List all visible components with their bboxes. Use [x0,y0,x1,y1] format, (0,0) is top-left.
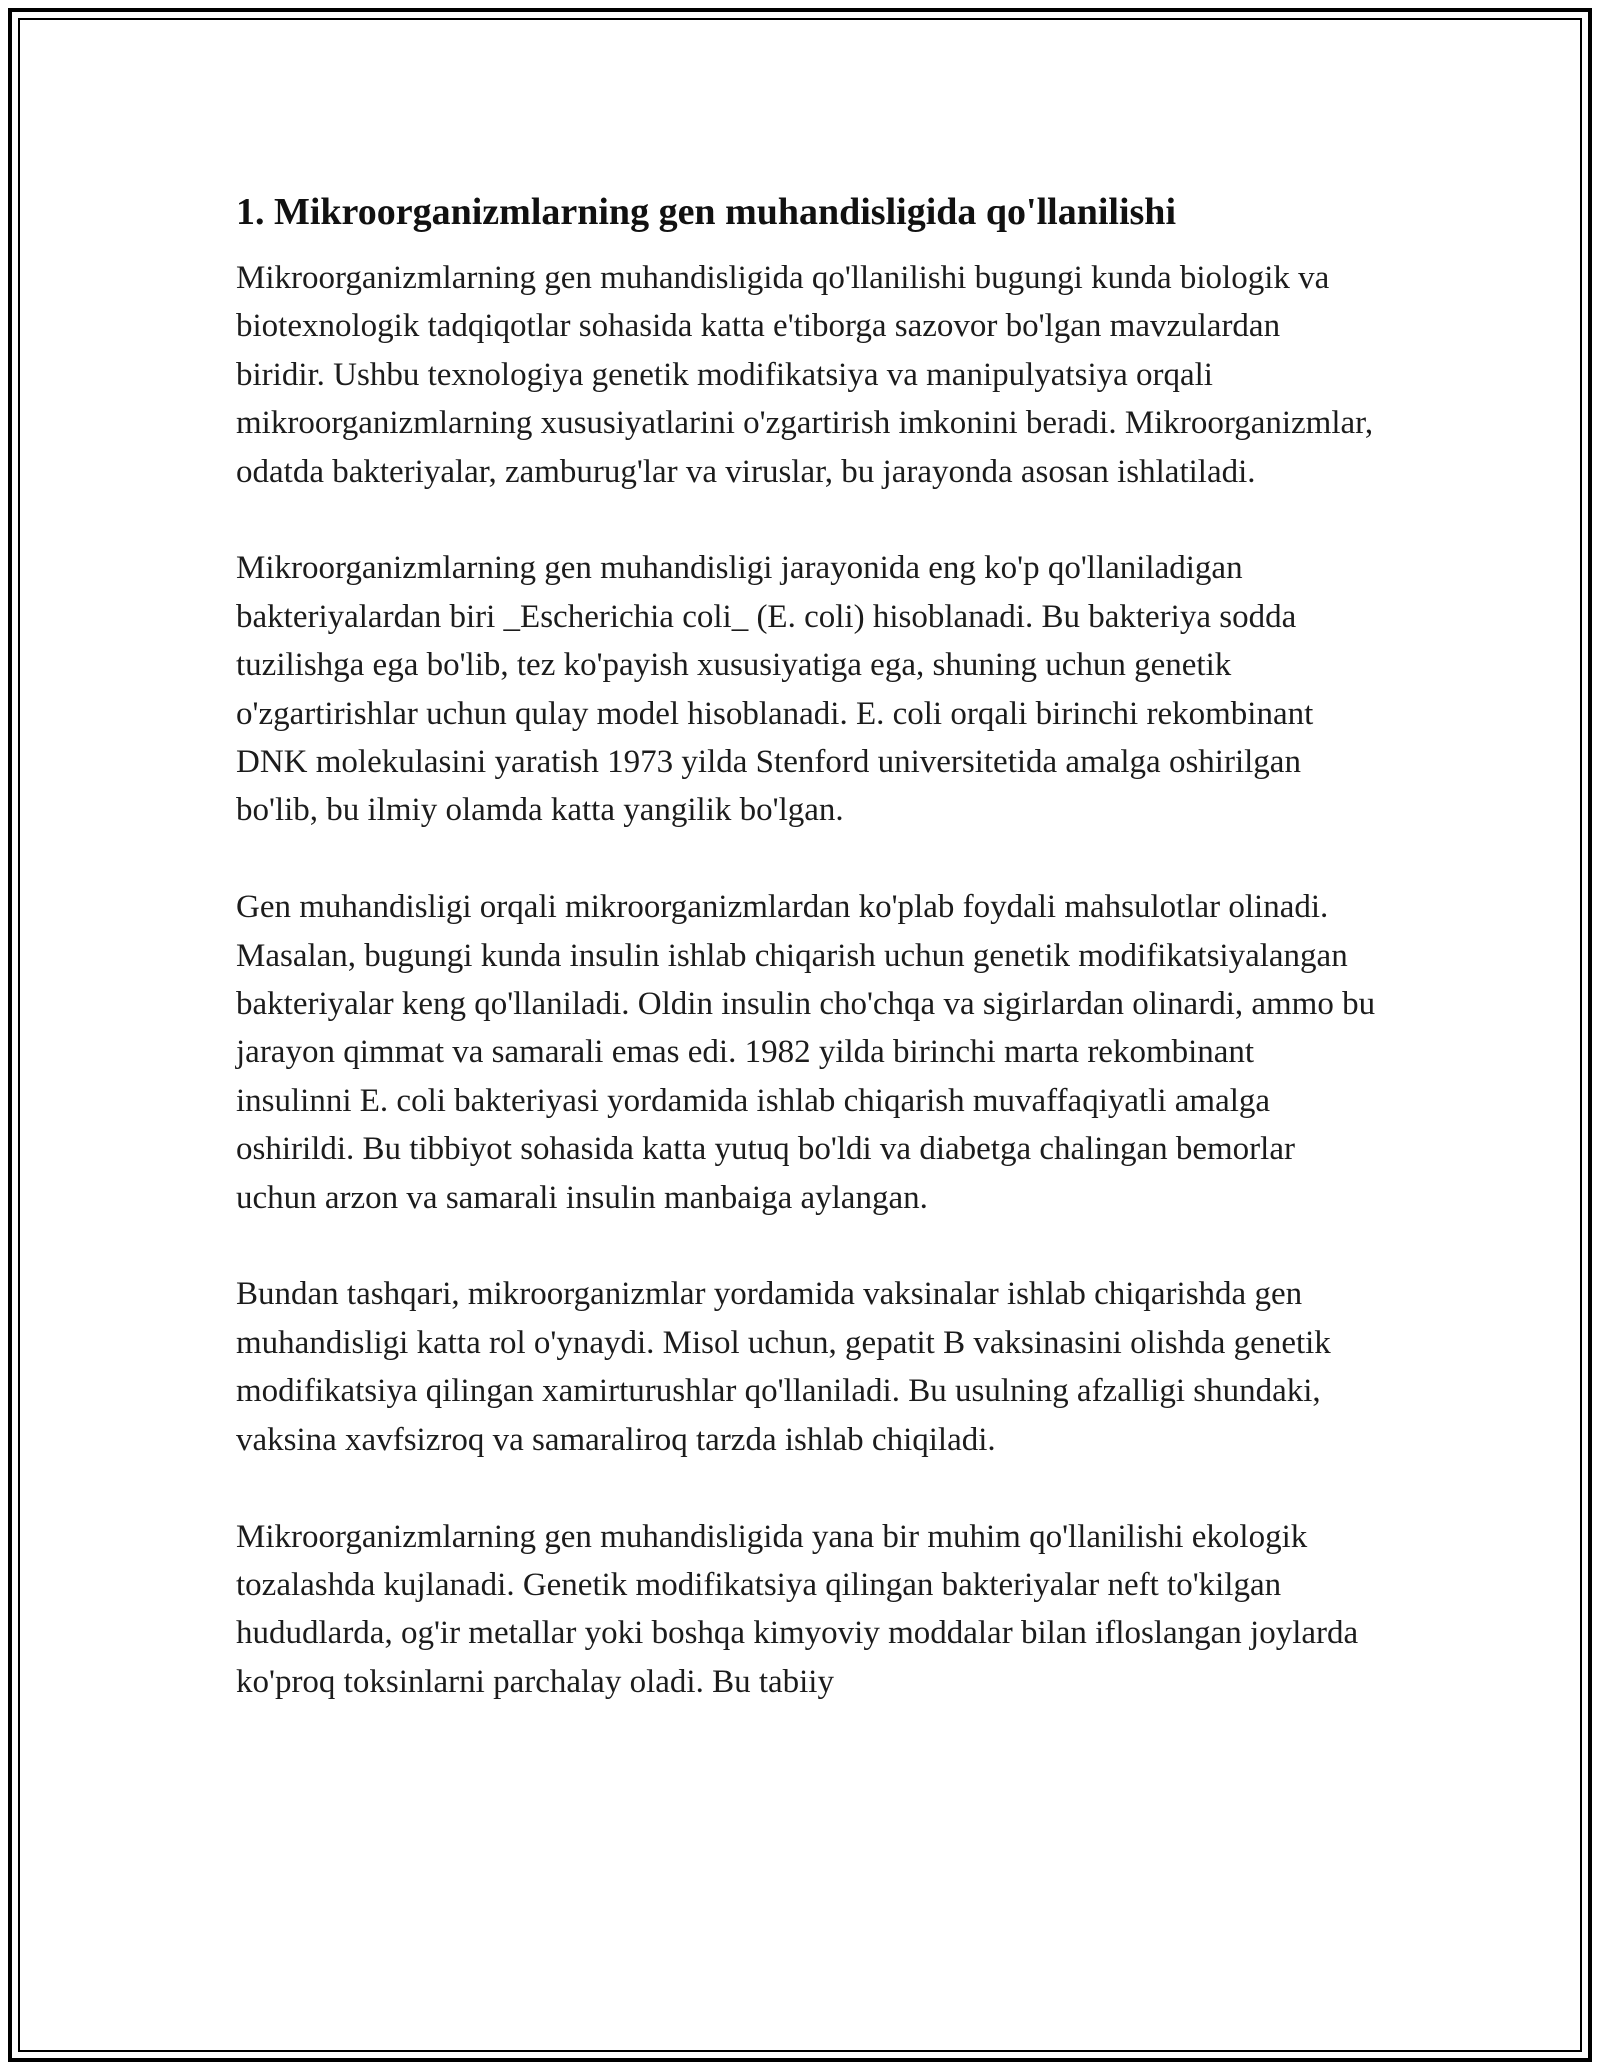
paragraph-1: Mikroorganizmlarning gen muhandisligida qo'llanilishi bugungi kunda biologik va biotexnologik tadqiqotlar sohasida katta e'tiborga sazovor bo'lgan mavzulardan biridir. Ushbu texnologiya genetik modifikatsiya va manipulyatsiya orqali mikroorganizmlarning xususiyatlarini o'zgartirish imkonini beradi. Mikroorganizmlar, odatda bakteriyalar, zamburug'lar va viruslar, bu jarayonda asosan ishlatiladi. [236,260,1374,490]
paragraph-2: Mikroorganizmlarning gen muhandisligi jarayonida eng ko'p qo'llaniladigan bakteriyalardan biri _Escherichia coli_ (E. coli) hisoblanadi. Bu bakteriya sodda tuzilishga ega bo'lib, tez ko'payish xususiyatiga ega, shuning uchun genetik o'zgartirishlar uchun qulay model hisoblanadi. E. coli orqali birinchi rekombinant DNK molekulasini yaratish 1973 yilda Stenford universitetida amalga oshirilgan bo'lib, bu ilmiy olamda katta yangilik bo'lgan. [236,550,1314,829]
paragraph-4: Bundan tashqari, mikroorganizmlar yordamida vaksinalar ishlab chiqarishda gen muhandisligi katta rol o'ynaydi. Misol uchun, gepatit B vaksinasini olishda genetik modifikatsiya qilingan xamirturushlar qo'llaniladi. Bu usulning afzalligi shundaki, vaksina xavfsizroq va samaraliroq tarzda ishlab chiqiladi. [236,1276,1331,1458]
paragraph-3: Gen muhandisligi orqali mikroorganizmlardan ko'plab foydali mahsulotlar olinadi. Masalan, bugungi kunda insulin ishlab chiqarish uchun genetik modifikatsiyalangan bakteriyalar keng qo'llaniladi. Oldin insulin cho'chqa va sigirlardan olinardi, ammo bu jarayon qimmat va samarali emas edi. 1982 yilda birinchi marta rekombinant insulinni E. coli bakteriyasi yordamida ishlab chiqarish muvaffaqiyatli amalga oshirildi. Bu tibbiyot sohasida katta yutuq bo'ldi va diabetga chalingan bemorlar uchun arzon va samarali insulin manbaiga aylangan. [236,889,1376,1216]
paragraph-5: Mikroorganizmlarning gen muhandisligida yana bir muhim qo'llanilishi ekologik tozalashda kujlanadi. Genetik modifikatsiya qilingan bakteriyalar neft to'kilgan hududlarda, og'ir metallar yoki boshqa kimyoviy moddalar bilan ifloslangan joylarda ko'proq toksinlarni parchalay oladi. Bu tabiiy [236,1518,1359,1700]
document-body [236,186,1376,1706]
section-heading: 1. Mikroorganizmlarning gen muhandisligida qo'llanilishi [236,191,1176,233]
